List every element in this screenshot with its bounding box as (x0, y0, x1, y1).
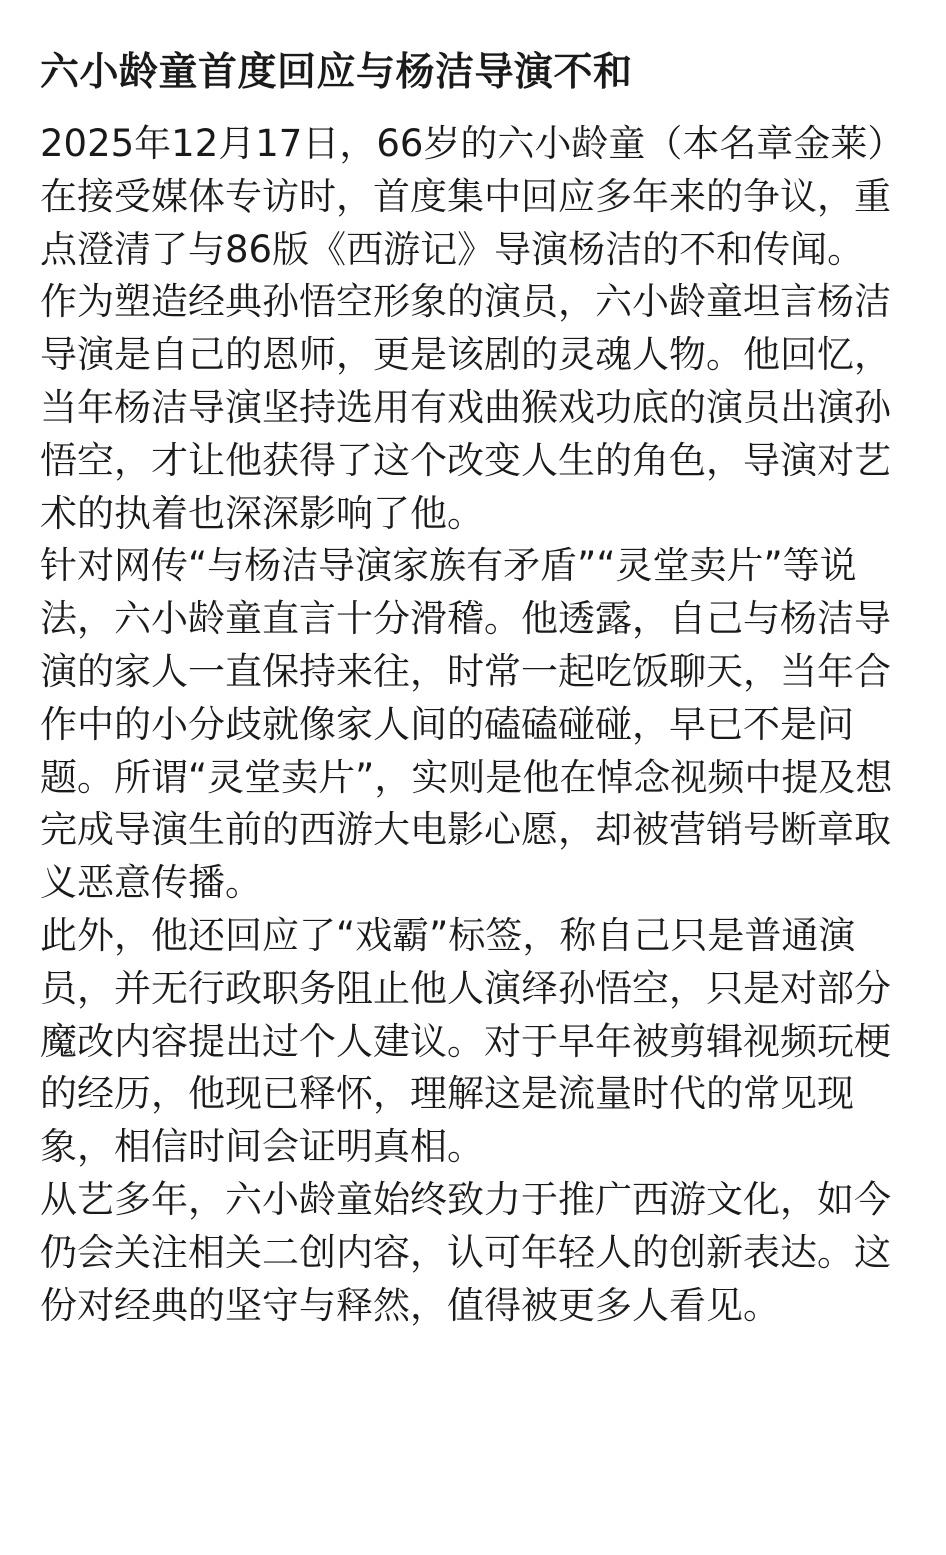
article-paragraph: 2025年12月17日，66岁的六小龄童（本名章金莱）在接受媒体专访时，首度集中回应多年来的争议，重点澄清了与86版《西游记》导演杨洁的不和传闻。 (40, 122, 891, 271)
article-paragraph: 针对网传“与杨洁导演家族有矛盾”“灵堂卖片”等说法，六小龄童直言十分滑稽。他透露，自己与杨洁导演的家人一直保持来往，时常一起吃饭聊天，当年合作中的小分歧就像家人间的磕磕碰碰，早已不是问题。所谓“灵堂卖片”，实则是他在悼念视频中提及想完成导演生前的西游大电影心愿，却被营销号断章取义恶意传播。 (40, 544, 893, 905)
article-title: 六小龄童首度回应与杨洁导演不和 (40, 50, 633, 95)
article-paragraph: 此外，他还回应了“戏霸”标签，称自己只是普通演员，并无行政职务阻止他人演绎孙悟空，只是对部分魔改内容提出过个人建议。对于早年被剪辑视频玩梗的经历，他现已释怀，理解这是流量时代的常见现象，相信时间会证明真相。 (40, 913, 891, 1169)
article-paragraph: 作为塑造经典孙悟空形象的演员，六小龄童坦言杨洁导演是自己的恩师，更是该剧的灵魂人物。他回忆，当年杨洁导演坚持选用有戏曲猴戏功底的演员出演孙悟空，才让他获得了这个改变人生的角色，导演对艺术的执着也深深影响了他。 (40, 280, 891, 535)
article (40, 0, 896, 1332)
article-paragraph: 从艺多年，六小龄童始终致力于推广西游文化，如今仍会关注相关二创内容，认可年轻人的创新表达。这份对经典的坚守与释然，值得被更多人看见。 (40, 1177, 891, 1327)
